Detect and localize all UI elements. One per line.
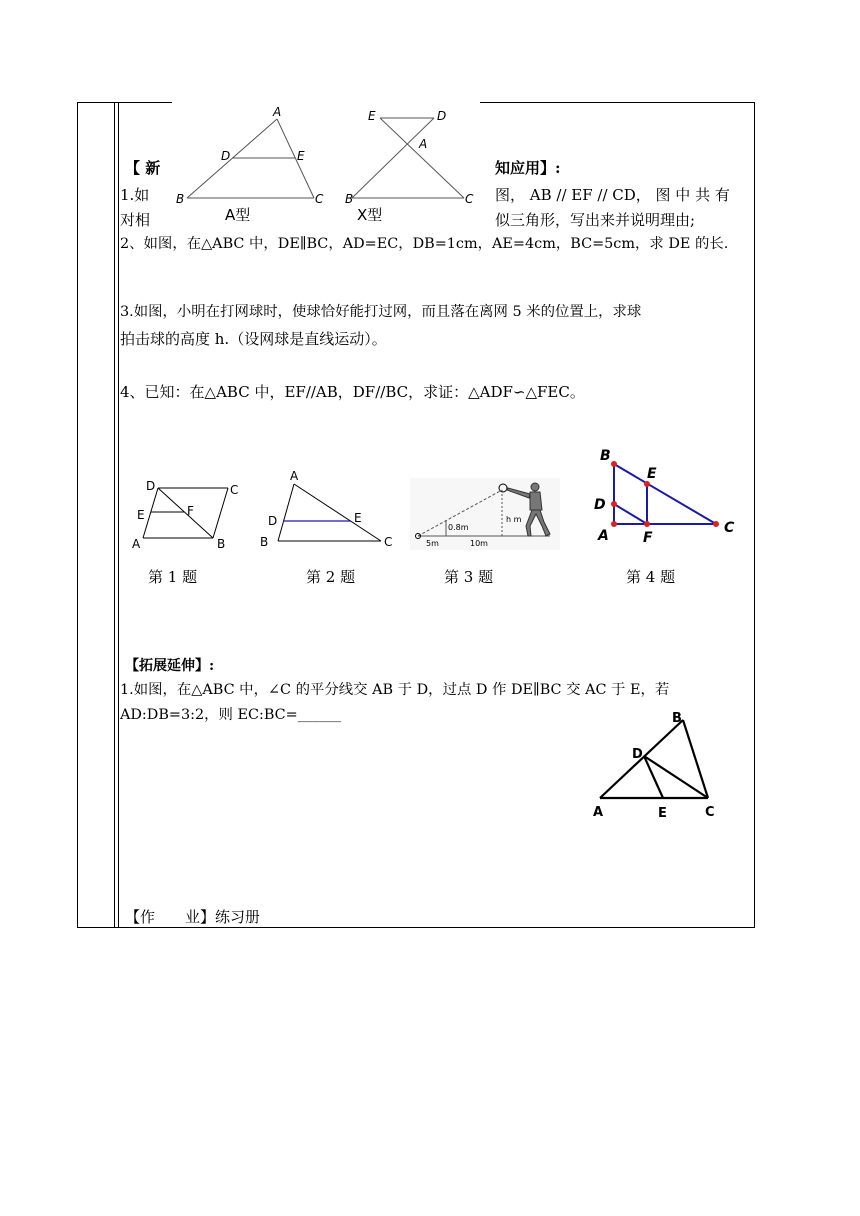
point-label: D — [268, 514, 278, 528]
point-label: E — [368, 109, 376, 123]
point-label: C — [315, 192, 324, 206]
extension-question-1-line1: 1.如图，在△ABC 中，∠C 的平分线交 AB 于 D，过点 D 作 DE∥BC 交 AC 于 E，若 — [120, 682, 670, 698]
point-label: D — [146, 479, 156, 493]
point-label: A — [290, 469, 299, 483]
point-label: E — [647, 466, 657, 482]
x-type-label: X型 — [357, 206, 383, 224]
point-label: D — [632, 747, 643, 762]
measure-label: 10m — [470, 539, 488, 548]
point-label: B — [217, 537, 226, 551]
homework-line: 【作 业】练习册 — [125, 908, 261, 926]
figure-2-caption: 第 2 题 — [306, 568, 356, 586]
point-label: A — [132, 537, 141, 551]
figure-2 — [256, 466, 402, 552]
figure-1 — [128, 476, 243, 552]
figure-4-caption: 第 4 题 — [626, 568, 676, 586]
point-label: F — [187, 504, 194, 518]
question-1-line2-start: 对相 — [120, 211, 151, 229]
question-1-start: 1.如 — [120, 186, 150, 204]
point-label: D — [221, 149, 231, 163]
similar-triangle-types-figure — [172, 104, 480, 230]
figure-1-caption: 第 1 题 — [148, 568, 198, 586]
section-heading-new: 【 新 — [125, 159, 161, 177]
section-heading-extension: 【拓展延伸】: — [125, 658, 215, 674]
point-label: C — [384, 535, 393, 549]
question-3-line2: 拍击球的高度 h.（设网球是直线运动）。 — [120, 330, 387, 348]
point-label: B — [260, 535, 269, 549]
point-label: D — [594, 497, 606, 513]
question-4: 4、已知：在△ABC 中，EF//AB，DF//BC，求证：△ADF∽△FEC。 — [120, 383, 585, 401]
point-label: A — [593, 805, 604, 820]
point-label: F — [643, 530, 653, 546]
point-label: E — [354, 511, 362, 525]
question-1-line2-cont: 似三角形，写出来并说明理由; — [495, 211, 696, 229]
question-2: 2、如图，在△ABC 中，DE∥BC，AD=EC，DB=1cm，AE=4cm，BC=5cm，求 DE 的长. — [120, 236, 729, 252]
column-divider — [114, 103, 115, 927]
point-label: C — [724, 520, 735, 536]
measure-label: h m — [506, 515, 522, 524]
point-label: B — [672, 711, 682, 726]
figure-3-caption: 第 3 题 — [444, 568, 494, 586]
question-1-cont: 图， AB // EF // CD， 图 中 共 有 — [495, 186, 730, 204]
column-divider — [118, 103, 119, 927]
point-label: B — [600, 448, 611, 464]
point-label: A — [598, 528, 609, 544]
a-type-label: A型 — [225, 206, 251, 224]
question-3-line1: 3.如图，小明在打网球时，使球恰好能打过网，而且落在离网 5 米的位置上，求球 — [120, 304, 642, 320]
point-label: C — [705, 805, 715, 820]
measure-label: 0.8m — [448, 523, 469, 532]
point-label: C — [230, 483, 239, 497]
figure-3 — [410, 478, 560, 550]
point-label: E — [137, 508, 145, 522]
extension-question-1-line2: AD:DB=3:2，则 EC:BC=______ — [120, 707, 341, 723]
figure-4 — [588, 446, 738, 546]
extension-figure — [588, 706, 728, 822]
point-label: B — [345, 192, 354, 206]
point-label: A — [419, 137, 428, 151]
point-label: E — [297, 149, 305, 163]
point-label: D — [437, 109, 447, 123]
point-label: C — [465, 192, 474, 206]
point-label: A — [273, 105, 282, 119]
measure-label: 5m — [426, 539, 439, 548]
section-heading-new-cont: 知应用】: — [495, 159, 561, 177]
point-label: B — [176, 192, 185, 206]
point-label: E — [658, 806, 667, 821]
